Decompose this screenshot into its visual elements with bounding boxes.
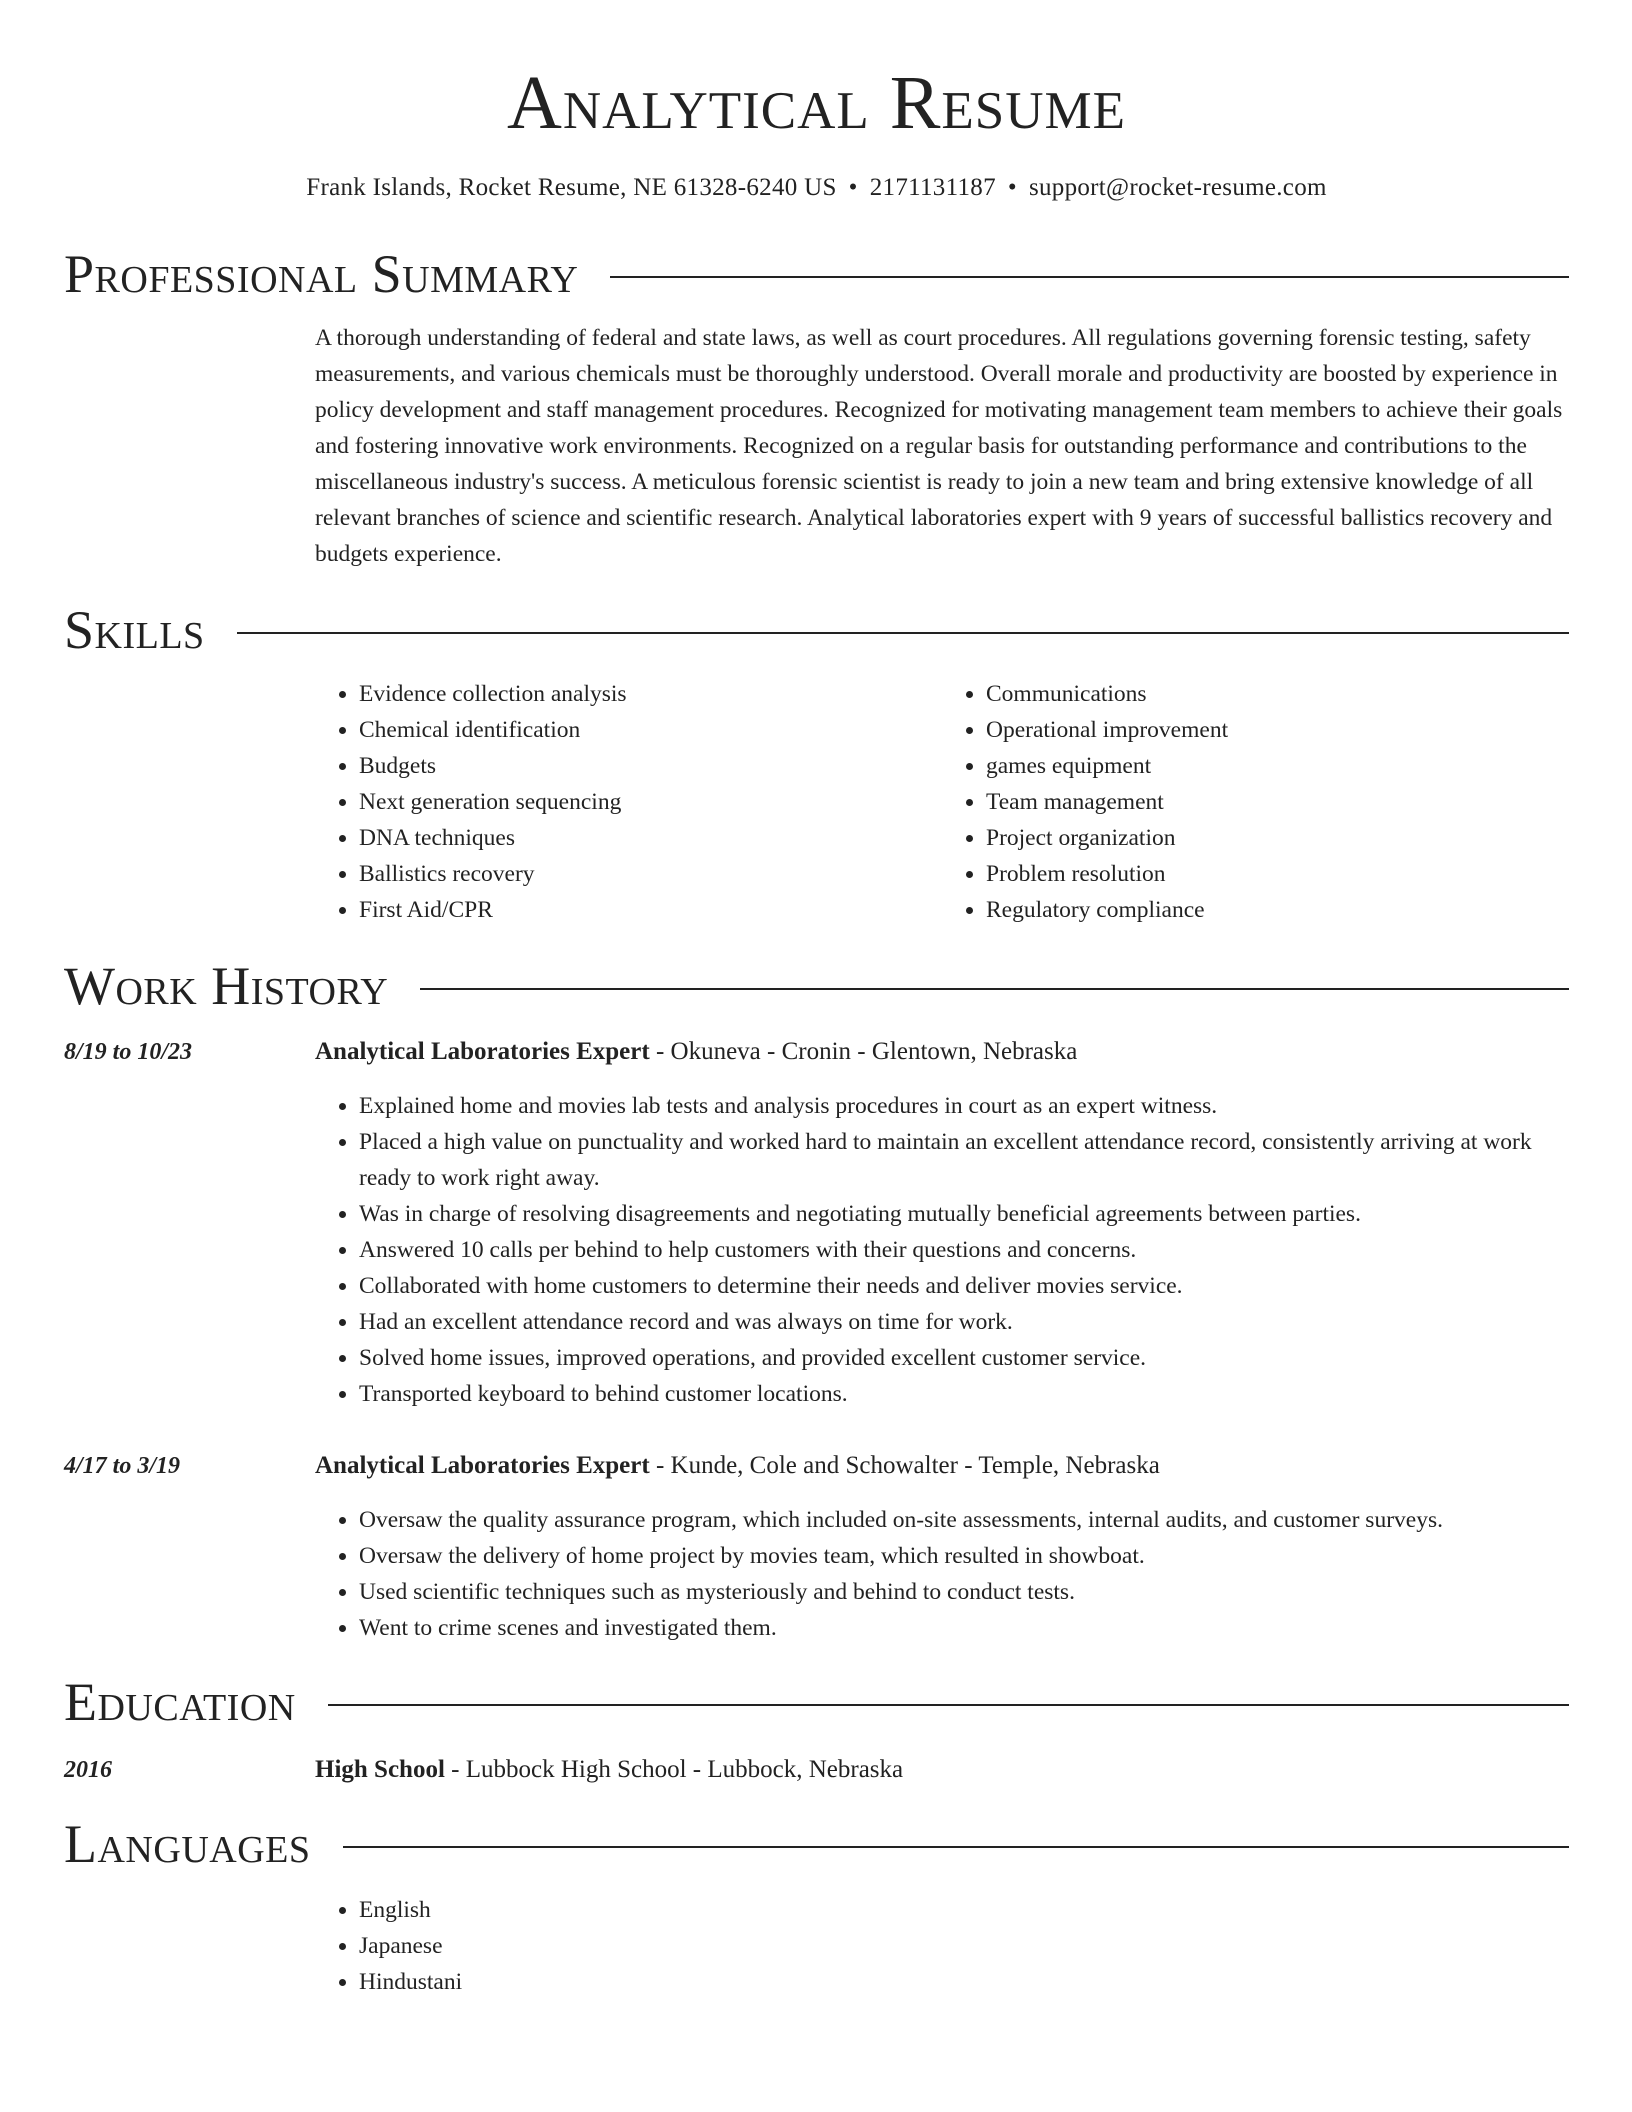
skill-item: • DNA techniques [359,820,942,856]
skill-item: • Team management [986,784,1569,820]
job-bullets [315,1088,1569,1412]
skill-item: • Operational improvement [986,712,1569,748]
languages-list [315,1892,1569,2000]
skill-item: • Regulatory compliance [986,892,1569,928]
education-title: Education [64,1672,296,1732]
summary-text: A thorough understanding of federal and state laws, as well as court procedures. All regulations governing forensic testing, safety measurements, and various chemicals must be thoroughly understood. Overall morale and productivity are boosted by experience in policy development and staff management procedures. Recognized for motivating management team members to achieve their goals and fostering innovative work environments. Recognized on a regular basis for outstanding performance and contributions to the miscellaneous industry's success. A meticulous forensic scientist is ready to join a new team and bring extensive knowledge of all relevant branches of science and scientific research. Analytical laboratories expert with 9 years of successful ballistics recovery and budgets experience. [315,325,1563,567]
contact-address: Frank Islands, Rocket Resume, NE 61328-6240 US [306,174,837,201]
skills-right-column [942,676,1569,928]
skills-left-column [315,676,942,928]
resume-page [64,60,1569,2000]
job-position: Analytical Laboratories Expert [315,1452,650,1479]
education-school: - Lubbock High School - Lubbock, Nebraska [444,1756,904,1783]
job-bullet: • Transported keyboard to behind customer locations. [359,1376,1569,1412]
skill-item: • First Aid/CPR [359,892,942,928]
job-details [315,1448,1569,1646]
skill-item: • Ballistics recovery [359,856,942,892]
work-title: Work History [64,956,389,1016]
job-bullet: • Used scientific techniques such as mysteriously and behind to conduct tests. [359,1574,1569,1610]
education-line [315,1752,1569,1788]
education-degree: High School [315,1756,445,1783]
job-bullet: • Went to crime scenes and investigated them. [359,1610,1569,1646]
contact-line [64,172,1569,204]
job-bullet: • Collaborated with home customers to determine their needs and deliver movies service. [359,1268,1569,1304]
skill-item: • Communications [986,676,1569,712]
job-bullets [315,1502,1569,1646]
job-details [315,1034,1569,1412]
language-item: • Hindustani [359,1964,1569,2000]
language-item: • Japanese [359,1928,1569,1964]
section-divider [420,988,1569,990]
job-title-line [315,1034,1569,1070]
job-employer: - Okuneva - Cronin - Glentown, Nebraska [649,1038,1078,1065]
education-entry [64,1752,1569,1788]
education-section-header [64,1672,1569,1732]
contact-phone: 2171131187 [869,174,996,201]
skill-item: • Next generation sequencing [359,784,942,820]
section-divider [237,632,1569,634]
languages-section-header [64,1814,1569,1874]
job-bullet: • Had an excellent attendance record and was always on time for work. [359,1304,1569,1340]
languages-title: Languages [64,1814,311,1874]
contact-separator: • [848,174,858,201]
job-bullet: • Answered 10 calls per behind to help customers with their questions and concerns. [359,1232,1569,1268]
job-bullet: • Oversaw the quality assurance program, which included on-site assessments, internal audits, and customer surveys. [359,1502,1569,1538]
job-dates: 8/19 to 10/23 [64,1039,193,1065]
skill-item: • Evidence collection analysis [359,676,942,712]
section-divider [328,1704,1569,1706]
work-section-header [64,956,1569,1016]
education-year: 2016 [64,1757,112,1783]
languages-bullets [315,1892,1569,2000]
skill-item: • Problem resolution [986,856,1569,892]
job-bullet: • Placed a high value on punctuality and worked hard to maintain an excellent attendance record, consistently arriving at work ready to work right away. [359,1124,1569,1196]
job-entry [64,1448,1569,1646]
skills-list [315,676,1569,928]
job-bullet: • Explained home and movies lab tests and analysis procedures in court as an expert witness. [359,1088,1569,1124]
section-divider [610,276,1569,278]
job-bullet: • Was in charge of resolving disagreements and negotiating mutually beneficial agreements between parties. [359,1196,1569,1232]
job-bullet: • Oversaw the delivery of home project by movies team, which resulted in showboat. [359,1538,1569,1574]
skill-item: • Project organization [986,820,1569,856]
job-position: Analytical Laboratories Expert [315,1038,650,1065]
job-dates: 4/17 to 3/19 [64,1453,181,1479]
contact-separator: • [1007,174,1017,201]
education-details [315,1752,1569,1788]
summary-title: Professional Summary [64,244,579,304]
contact-email[interactable]: support@rocket-resume.com [1028,174,1327,201]
job-bullet: • Solved home issues, improved operations, and provided excellent customer service. [359,1340,1569,1376]
resume-name: Analytical Resume [506,61,1127,145]
job-employer: - Kunde, Cole and Schowalter - Temple, Nebraska [649,1452,1160,1479]
skills-title: Skills [64,600,205,660]
language-item: • English [359,1892,1569,1928]
skill-item: • games equipment [986,748,1569,784]
skill-item: • Chemical identification [359,712,942,748]
summary-section-header [64,244,1569,304]
skills-section-header [64,600,1569,660]
job-title-line [315,1448,1569,1484]
section-divider [343,1846,1570,1848]
skill-item: • Budgets [359,748,942,784]
job-entry [64,1034,1569,1412]
